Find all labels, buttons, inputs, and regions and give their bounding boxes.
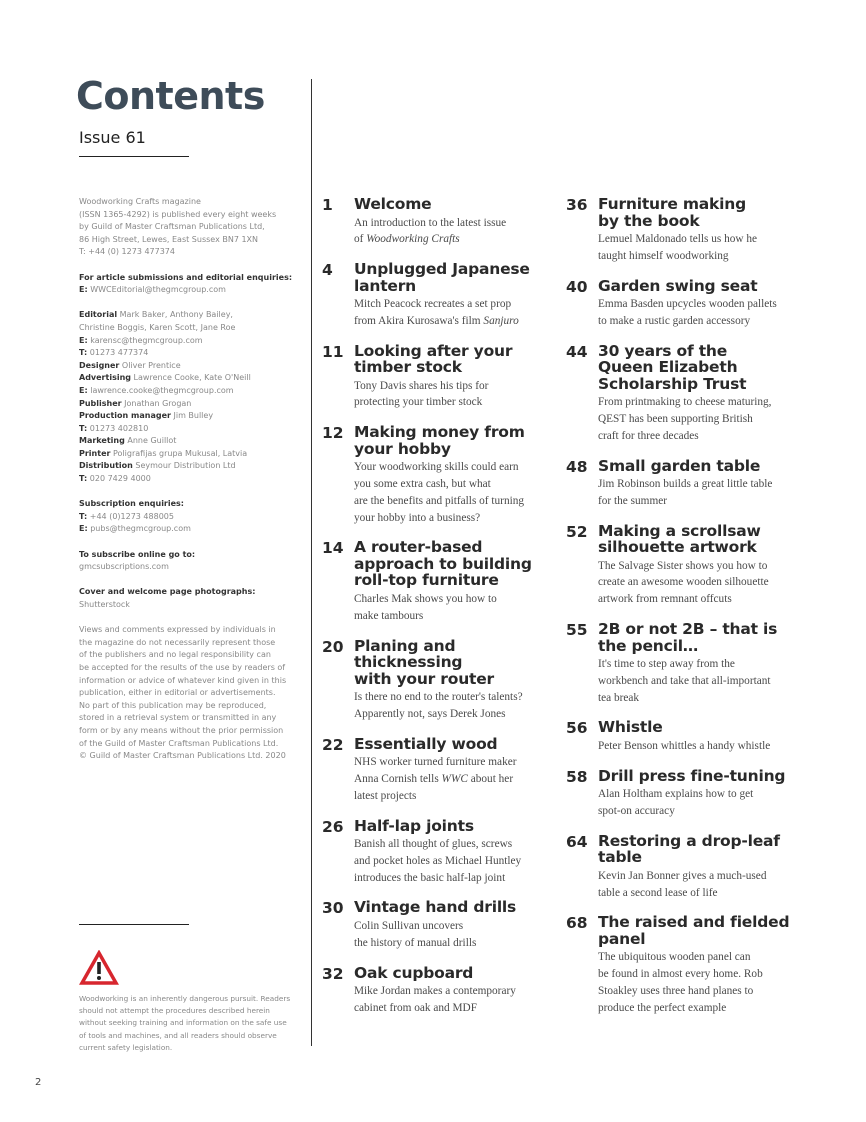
publisher-info-line: 86 High Street, Lewes, East Sussex BN7 1XN bbox=[79, 234, 259, 244]
entry-page-number: 44 bbox=[566, 342, 588, 361]
entry-title-line: Looking after your bbox=[354, 341, 513, 360]
contents-entry[interactable] bbox=[566, 719, 796, 754]
safety-warning bbox=[79, 993, 299, 1054]
entry-description-line: produce the perfect example bbox=[598, 1001, 727, 1014]
entry-body bbox=[598, 278, 796, 330]
staff-line bbox=[79, 460, 294, 473]
column-divider bbox=[311, 79, 312, 1046]
entry-description-line: Alan Holtham explains how to get bbox=[598, 788, 754, 801]
entry-description-line: Mitch Peacock recreates a set prop bbox=[354, 298, 512, 311]
contents-entry[interactable] bbox=[566, 833, 796, 902]
publisher-info bbox=[79, 196, 294, 259]
warning-line: Woodworking is an inherently dangerous pursuit. Readers bbox=[79, 994, 291, 1003]
staff-value: Lawrence Cooke, Kate O'Neill bbox=[133, 373, 251, 383]
entry-page-number: 56 bbox=[566, 719, 588, 738]
disclaimer-line: of the Guild of Master Craftsman Publications Ltd. bbox=[79, 738, 279, 748]
entry-title[interactable] bbox=[598, 278, 796, 295]
entry-description-line: Jim Robinson builds a great little table bbox=[598, 478, 773, 491]
entry-body bbox=[354, 261, 547, 330]
title-divider bbox=[79, 156, 189, 157]
entry-description-line: taught himself woodworking bbox=[598, 249, 729, 262]
entry-body bbox=[598, 914, 796, 1016]
publisher-info-line: (ISSN 1365-4292) is published every eight weeks bbox=[79, 209, 277, 219]
entry-page-number: 58 bbox=[566, 767, 588, 786]
entry-description-line: Your woodworking skills could earn bbox=[354, 461, 519, 474]
entry-description-line: The ubiquitous wooden panel can bbox=[598, 951, 751, 964]
entry-title[interactable] bbox=[598, 719, 796, 736]
staff-role: E: bbox=[79, 385, 88, 395]
warning-line: of tools and machines, and all readers should observe bbox=[79, 1030, 277, 1040]
entry-page-number: 1 bbox=[322, 196, 333, 214]
contents-entry[interactable] bbox=[322, 539, 547, 624]
staff-line bbox=[79, 423, 294, 436]
entry-description-line: Kevin Jan Bonner gives a much-used bbox=[598, 869, 767, 882]
staff-line bbox=[79, 398, 294, 411]
staff-line bbox=[79, 410, 294, 423]
entry-description bbox=[598, 949, 796, 1016]
entry-title-line: with your router bbox=[354, 669, 494, 688]
entry-page-number: 26 bbox=[322, 817, 344, 836]
page-number: 2 bbox=[35, 1077, 42, 1088]
entry-title-line: 30 years of the bbox=[598, 341, 728, 360]
entry-title[interactable] bbox=[598, 343, 796, 393]
entry-title[interactable] bbox=[354, 638, 547, 688]
disclaimer-line: © Guild of Master Craftsman Publications Ltd. 2020 bbox=[79, 751, 286, 761]
contents-entry[interactable] bbox=[322, 261, 547, 330]
publisher-info-line: by Guild of Master Craftsman Publications Ltd, bbox=[79, 222, 265, 232]
entry-title-line: 2B or not 2B – that is bbox=[598, 620, 778, 639]
email-label: E: bbox=[79, 285, 88, 295]
staff-value: Seymour Distribution Ltd bbox=[135, 461, 236, 471]
entry-title[interactable] bbox=[354, 261, 547, 294]
staff-role: E: bbox=[79, 335, 88, 345]
entry-description-line: and pocket holes as Michael Huntley bbox=[354, 854, 522, 867]
entry-title-line: Restoring a drop-leaf bbox=[598, 831, 780, 850]
entry-title[interactable] bbox=[598, 196, 796, 229]
entry-title-line: Scholarship Trust bbox=[598, 374, 747, 393]
staff-role: T: bbox=[79, 348, 88, 358]
entry-description-line: be found in almost every home. Rob bbox=[598, 968, 763, 981]
entry-description-line: for the summer bbox=[598, 494, 668, 507]
entry-description bbox=[354, 459, 547, 526]
photos-credit: Shutterstock bbox=[79, 600, 130, 609]
entry-title-line: timber stock bbox=[354, 358, 462, 377]
entry-page-number: 14 bbox=[322, 539, 344, 558]
staff-role: Marketing bbox=[79, 436, 125, 446]
contents-entry[interactable] bbox=[566, 914, 796, 1016]
staff-value: 01273 477374 bbox=[89, 348, 149, 358]
contents-entry[interactable] bbox=[566, 196, 796, 265]
entry-description-line: It's time to step away from the bbox=[598, 658, 735, 671]
entry-title[interactable] bbox=[354, 818, 547, 835]
issue-number: Issue 61 bbox=[79, 128, 146, 147]
entry-description-line: Apparently not, says Derek Jones bbox=[354, 707, 506, 720]
entry-title-line: Welcome bbox=[354, 195, 432, 213]
entry-description-line: your hobby into a business? bbox=[354, 511, 481, 524]
entry-body bbox=[354, 736, 547, 805]
entry-description-line: table a second lease of life bbox=[598, 886, 718, 899]
entry-description-line: Is there no end to the router's talents? bbox=[354, 691, 523, 704]
entry-description bbox=[354, 296, 547, 330]
entry-body bbox=[598, 768, 796, 820]
contents-entry[interactable] bbox=[322, 818, 547, 887]
entry-body bbox=[598, 343, 796, 445]
entry-description-line: introduces the basic half-lap joint bbox=[354, 871, 506, 884]
contents-entry[interactable] bbox=[322, 424, 547, 526]
staff-value: 020 7429 4000 bbox=[89, 474, 151, 484]
entry-page-number: 68 bbox=[566, 914, 588, 933]
publisher-info-line: Woodworking Crafts magazine bbox=[79, 197, 201, 206]
entry-description-line: are the benefits and pitfalls of turning bbox=[354, 494, 525, 507]
entry-page-number: 36 bbox=[566, 196, 588, 214]
entry-description-line: Lemuel Maldonado tells us how he bbox=[598, 233, 758, 245]
entry-title-line: Half-lap joints bbox=[354, 816, 474, 835]
staff-role: Production manager bbox=[79, 411, 171, 421]
entry-body bbox=[598, 523, 796, 608]
entry-description-line: spot-on accuracy bbox=[598, 805, 675, 818]
staff-line bbox=[79, 385, 294, 398]
staff-role: Distribution bbox=[79, 461, 133, 471]
staff-value: Christine Boggis, Karen Scott, Jane Roe bbox=[79, 322, 236, 332]
entry-description bbox=[354, 591, 547, 625]
entry-page-number: 32 bbox=[322, 964, 344, 983]
staff-line bbox=[79, 335, 294, 348]
subscribe-link[interactable]: gmcsubscriptions.com bbox=[79, 562, 169, 572]
entry-body bbox=[354, 899, 547, 951]
email-label: E: bbox=[79, 524, 88, 534]
entry-description-line: QEST has been supporting British bbox=[598, 412, 753, 425]
entry-title[interactable] bbox=[354, 736, 547, 753]
contents-entry[interactable] bbox=[566, 621, 796, 706]
entry-title[interactable] bbox=[598, 833, 796, 866]
photos-heading: Cover and welcome page photographs: bbox=[79, 587, 256, 597]
warning-line: current safety legislation. bbox=[79, 1042, 173, 1052]
contents-entry[interactable] bbox=[322, 965, 547, 1017]
entry-description-line: Peter Benson whittles a handy whistle bbox=[598, 739, 771, 752]
subscription-info bbox=[79, 498, 294, 536]
entry-description-line: make tambours bbox=[354, 609, 424, 622]
staff-value: Jonathan Grogan bbox=[124, 398, 192, 408]
staff-role: Printer bbox=[79, 448, 111, 458]
entry-title-line: The raised and fielded bbox=[598, 913, 790, 932]
credits-panel bbox=[79, 196, 294, 775]
entry-body bbox=[354, 818, 547, 887]
entry-description-line: Tony Davis shares his tips for bbox=[354, 379, 489, 392]
entry-page-number: 64 bbox=[566, 832, 588, 851]
online-subscribe-info bbox=[79, 549, 294, 574]
disclaimer-line: of the publishers and no legal responsibility can bbox=[79, 650, 271, 660]
entry-title-line: roll-top furniture bbox=[354, 571, 499, 590]
entry-description bbox=[598, 558, 796, 608]
entry-description-line: workbench and take that all-important bbox=[598, 674, 771, 687]
staff-line bbox=[79, 309, 294, 322]
staff-value: Poligrafijas grupa Mukusal, Latvia bbox=[113, 448, 248, 458]
entry-description-line: Emma Basden upcycles wooden pallets bbox=[598, 298, 777, 311]
entry-body bbox=[354, 424, 547, 526]
entry-title-line: Essentially wood bbox=[354, 734, 498, 753]
entry-description-line: from Akira Kurosawa's film Sanjuro bbox=[354, 314, 519, 327]
entry-title-line: Making a scrollsaw bbox=[598, 521, 761, 540]
entry-body bbox=[598, 621, 796, 706]
contents-entry[interactable] bbox=[322, 343, 547, 412]
entry-body bbox=[598, 833, 796, 902]
entry-title[interactable] bbox=[598, 523, 796, 556]
entry-description bbox=[598, 786, 796, 820]
entry-title[interactable] bbox=[354, 196, 547, 213]
staff-role: T: bbox=[79, 423, 88, 433]
entry-title-line: A router-based bbox=[354, 538, 483, 557]
entry-title-line: Whistle bbox=[598, 718, 663, 737]
entry-description bbox=[354, 836, 547, 886]
entry-title-line: Small garden table bbox=[598, 456, 761, 475]
staff-line bbox=[79, 347, 294, 360]
entry-description-line: Charles Mak shows you how to bbox=[354, 592, 497, 605]
subscription-phone: +44 (0)1273 488005 bbox=[89, 511, 174, 521]
entry-title[interactable] bbox=[354, 965, 547, 982]
contents-entry[interactable] bbox=[322, 638, 547, 723]
entry-body bbox=[354, 638, 547, 723]
staff-value: Oliver Prentice bbox=[121, 360, 181, 370]
entry-description-line: Banish all thought of glues, screws bbox=[354, 838, 513, 851]
entry-page-number: 20 bbox=[322, 637, 344, 656]
entry-description-line: From printmaking to cheese maturing, bbox=[598, 396, 772, 409]
contents-entry[interactable] bbox=[566, 343, 796, 445]
warning-triangle-icon bbox=[79, 950, 119, 986]
entry-page-number: 12 bbox=[322, 424, 344, 443]
entry-title-line: Vintage hand drills bbox=[354, 898, 517, 917]
entry-description-line: artwork from remnant offcuts bbox=[598, 593, 732, 606]
staff-email[interactable]: karensc@thegmcgroup.com bbox=[90, 335, 203, 345]
entry-description-line: Stoakley uses three hand planes to bbox=[598, 985, 754, 998]
entry-description-line: of Woodworking Crafts bbox=[354, 233, 460, 246]
entry-description bbox=[354, 918, 547, 952]
warning-line: without seeking training and information on the safe use bbox=[79, 1018, 287, 1028]
warning-line: should not attempt the procedures described herein bbox=[79, 1006, 270, 1016]
entry-title[interactable] bbox=[598, 914, 796, 947]
entry-description-line: to make a rustic garden accessory bbox=[598, 314, 751, 327]
entry-title-line: Unplugged Japanese bbox=[354, 260, 530, 279]
entry-body bbox=[598, 719, 796, 754]
entry-description-line: tea break bbox=[598, 691, 640, 704]
disclaimer-line: information or advice of whatever kind given in this bbox=[79, 675, 287, 685]
entry-body bbox=[354, 539, 547, 624]
entry-description bbox=[354, 378, 547, 412]
staff-role: Advertising bbox=[79, 373, 131, 383]
contents-column-1 bbox=[322, 196, 547, 1030]
entry-description-line: NHS worker turned furniture maker bbox=[354, 756, 517, 769]
entry-description bbox=[598, 868, 796, 902]
entry-description-line: cabinet from oak and MDF bbox=[354, 1001, 477, 1014]
entry-description-line: latest projects bbox=[354, 789, 417, 802]
entry-description bbox=[598, 476, 796, 510]
entry-title-line: Planing and bbox=[354, 636, 456, 655]
entry-body bbox=[354, 965, 547, 1017]
contents-entry[interactable] bbox=[322, 736, 547, 805]
entry-body bbox=[598, 196, 796, 265]
entry-title-line: silhouette artwork bbox=[598, 538, 757, 557]
entry-title[interactable] bbox=[598, 458, 796, 475]
entry-description bbox=[598, 656, 796, 706]
entry-page-number: 4 bbox=[322, 261, 333, 280]
contents-entry[interactable] bbox=[322, 196, 547, 248]
entry-description bbox=[354, 215, 547, 249]
submissions-heading: For article submissions and editorial enquiries: bbox=[79, 272, 293, 282]
entry-description-line: protecting your timber stock bbox=[354, 396, 483, 409]
entry-description bbox=[598, 231, 796, 265]
entry-description bbox=[598, 738, 796, 755]
staff-value: 01273 402810 bbox=[89, 423, 149, 433]
disclaimer-line: the magazine do not necessarily represent those bbox=[79, 637, 276, 647]
entry-title-line: Furniture making bbox=[598, 195, 747, 213]
entry-title-line: Garden swing seat bbox=[598, 276, 758, 295]
entry-description bbox=[354, 983, 547, 1017]
entry-title[interactable] bbox=[598, 621, 796, 654]
entry-description-line: Anna Cornish tells WWC about her bbox=[354, 772, 514, 785]
staff-value: Mark Baker, Anthony Bailey, bbox=[119, 310, 233, 320]
disclaimer bbox=[79, 624, 294, 763]
contents-column-2 bbox=[566, 196, 796, 1030]
staff-role: Publisher bbox=[79, 398, 122, 408]
staff-list bbox=[79, 309, 294, 485]
page-title: Contents bbox=[76, 74, 265, 118]
entry-title-line: panel bbox=[598, 929, 646, 948]
publisher-info-line: T: +44 (0) 1273 477374 bbox=[79, 247, 175, 257]
staff-role: Editorial bbox=[79, 310, 118, 320]
entry-title-line: thicknessing bbox=[354, 653, 463, 672]
submissions-info bbox=[79, 272, 294, 297]
entry-title-line: your hobby bbox=[354, 439, 451, 458]
entry-description bbox=[598, 296, 796, 330]
entry-description-line: craft for three decades bbox=[598, 429, 699, 442]
disclaimer-line: Views and comments expressed by individuals in bbox=[79, 625, 276, 635]
entry-description-line: you some extra cash, but what bbox=[354, 478, 491, 491]
subscription-heading: Subscription enquiries: bbox=[79, 499, 185, 509]
staff-line bbox=[79, 360, 294, 373]
staff-line bbox=[79, 473, 294, 486]
submissions-email[interactable]: WWCEditorial@thegmcgroup.com bbox=[90, 285, 226, 295]
entry-page-number: 11 bbox=[322, 342, 344, 361]
entry-title[interactable] bbox=[598, 768, 796, 785]
entry-title-line: the pencil… bbox=[598, 636, 699, 655]
staff-email[interactable]: lawrence.cooke@thegmcgroup.com bbox=[90, 385, 234, 395]
entry-title[interactable] bbox=[354, 343, 547, 376]
entry-title-line: Oak cupboard bbox=[354, 963, 474, 982]
contents-entry[interactable] bbox=[322, 899, 547, 951]
entry-description-line: The Salvage Sister shows you how to bbox=[598, 559, 768, 572]
contents-entry[interactable] bbox=[566, 458, 796, 510]
staff-line bbox=[79, 372, 294, 385]
disclaimer-line: stored in a retrieval system or transmitted in any bbox=[79, 713, 277, 723]
entry-description bbox=[354, 754, 547, 804]
entry-title-line: table bbox=[598, 848, 642, 867]
entry-body bbox=[354, 196, 547, 248]
entry-description-line: An introduction to the latest issue bbox=[354, 216, 507, 229]
entry-title[interactable] bbox=[354, 539, 547, 589]
warning-divider bbox=[79, 924, 189, 925]
entry-title[interactable] bbox=[354, 899, 547, 916]
staff-role: Designer bbox=[79, 360, 120, 370]
entry-description-line: Colin Sullivan uncovers bbox=[354, 919, 464, 932]
entry-title-line: Drill press fine-tuning bbox=[598, 766, 786, 785]
entry-description-line: Mike Jordan makes a contemporary bbox=[354, 985, 516, 998]
disclaimer-line: No part of this publication may be reproduced, bbox=[79, 700, 267, 710]
entry-body bbox=[598, 458, 796, 510]
staff-line bbox=[79, 322, 294, 335]
entry-title-line: approach to building bbox=[354, 554, 532, 573]
disclaimer-line: be accepted for the results of the use by readers of bbox=[79, 662, 286, 672]
entry-title-line: Making money from bbox=[354, 423, 525, 442]
entry-title-line: lantern bbox=[354, 276, 417, 295]
entry-page-number: 48 bbox=[566, 457, 588, 476]
entry-title-line: by the book bbox=[598, 211, 700, 230]
online-heading: To subscribe online go to: bbox=[79, 549, 196, 559]
entry-page-number: 55 bbox=[566, 621, 588, 640]
staff-line bbox=[79, 435, 294, 448]
entry-page-number: 40 bbox=[566, 277, 588, 296]
entry-description bbox=[354, 689, 547, 723]
staff-role: T: bbox=[79, 474, 88, 484]
entry-title[interactable] bbox=[354, 424, 547, 457]
phone-label: T: bbox=[79, 511, 88, 521]
contents-entry[interactable] bbox=[566, 523, 796, 608]
entry-title-line: Queen Elizabeth bbox=[598, 358, 738, 377]
staff-value: Jim Bulley bbox=[173, 411, 214, 421]
entry-description-line: create an awesome wooden silhouette bbox=[598, 576, 769, 589]
staff-line bbox=[79, 448, 294, 461]
staff-value: Anne Guillot bbox=[127, 436, 177, 446]
contents-entry[interactable] bbox=[566, 278, 796, 330]
contents-entry[interactable] bbox=[566, 768, 796, 820]
photo-credits bbox=[79, 586, 294, 611]
subscription-email[interactable]: pubs@thegmcgroup.com bbox=[90, 524, 191, 534]
disclaimer-line: form or by any means without the prior permission bbox=[79, 725, 284, 735]
entry-body bbox=[354, 343, 547, 412]
disclaimer-line: publication, either in editorial or advertisements. bbox=[79, 688, 276, 698]
entry-page-number: 52 bbox=[566, 522, 588, 541]
entry-page-number: 30 bbox=[322, 899, 344, 918]
entry-page-number: 22 bbox=[322, 735, 344, 754]
entry-description bbox=[598, 394, 796, 444]
entry-description-line: the history of manual drills bbox=[354, 936, 477, 949]
